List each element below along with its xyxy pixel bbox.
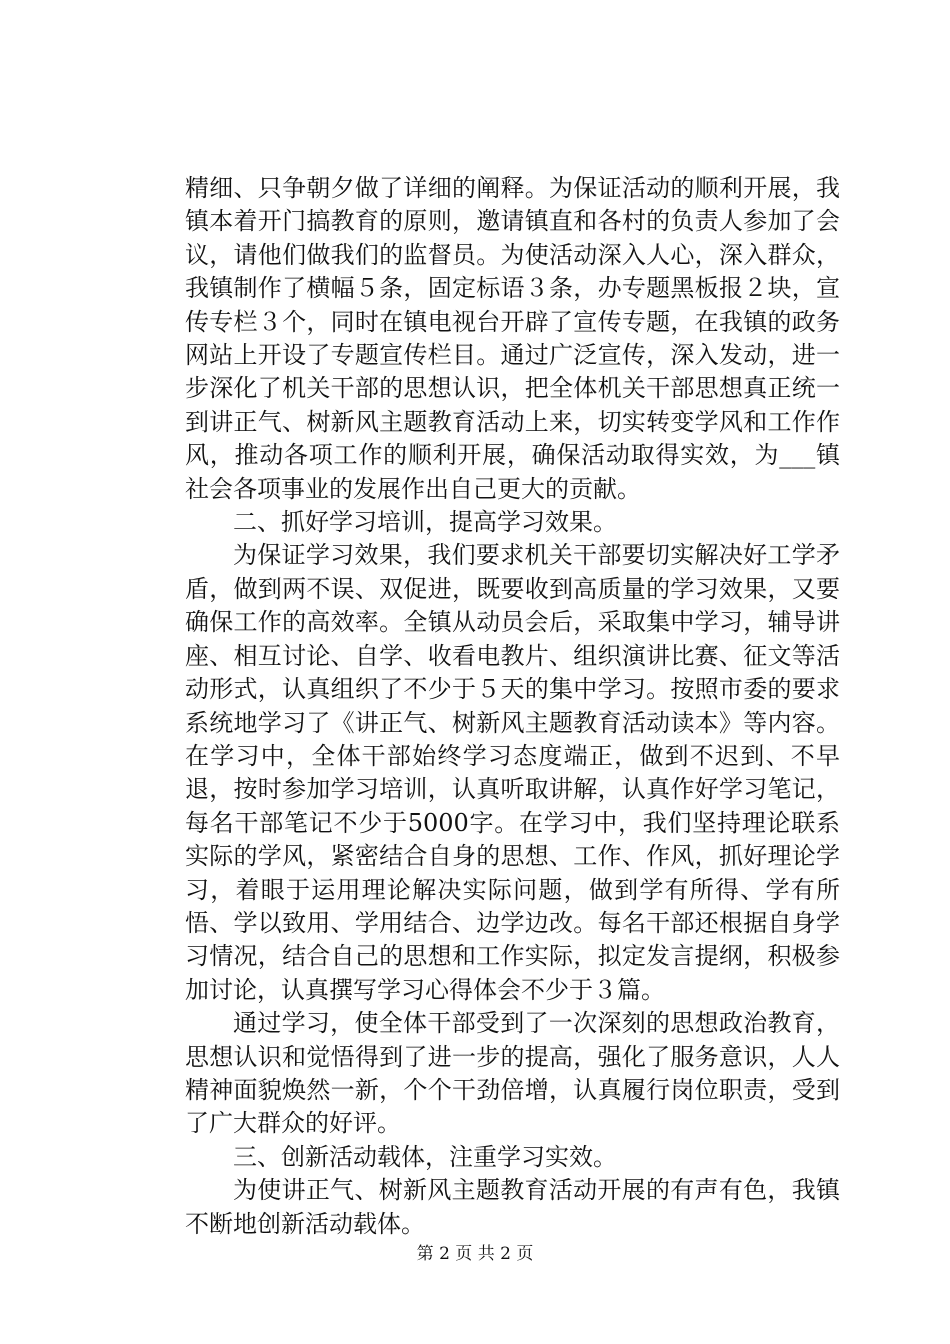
paragraph-study-results: 通过学习，使全体干部受到了一次深刻的思想政治教育，思想认识和觉悟得到了进一步的提高，强化了服务意识，人人精神面貌焕然一新，个个干劲倍增，认真履行岗位职责，受到了广大群众的好评。 [185,1009,840,1138]
page-footer: 第 2 页 共 2 页 [416,1244,534,1264]
paragraph-activity-carrier: 为使讲正气、树新风主题教育活动开展的有声有色，我镇不断地创新活动载体。 [185,1176,840,1238]
section-heading-3: 三、创新活动载体，注重学习实效。 [233,1142,617,1171]
section-heading-2: 二、抓好学习培训，提高学习效果。 [233,508,617,537]
paragraph-study-training: 为保证学习效果，我们要求机关干部要切实解决好工学矛盾，做到两不误、双促进，既要收到高质量的学习效果，又要确保工作的高效率。全镇从动员会后，采取集中学习，辅导讲座、相互讨论、自学、收看电教片、组织演讲比赛、征文等活动形式，认真组织了不少于５天的集中学习。按照市委的要求系统地学习了《讲正气、树新风主题教育活动读本》等内容。在学习中，全体干部始终学习态度端正，做到不迟到、不早退，按时参加学习培训，认真听取讲解，认真作好学习笔记，每名干部笔记不少于5000字。在学习中，我们坚持理论联系实际的学风，紧密结合自身的思想、工作、作风，抓好理论学习，着眼于运用理论解决实际问题，做到学有所得、学有所悟、学以致用、学用结合、边学边改。每名干部还根据自身学习情况，结合自己的思想和工作实际，拟定发言提纲，积极参加讨论，认真撰写学习心得体会不少于３篇。 [185,541,840,1004]
paragraph-continued: 精细、只争朝夕做了详细的阐释。为保证活动的顺利开展，我镇本着开门搞教育的原则，邀请镇直和各村的负责人参加了会议，请他们做我们的监督员。为使活动深入人心，深入群众，我镇制作了横幅５条，固定标语３条，办专题黑板报２块，宣传专栏３个，同时在镇电视台开辟了宣传专题，在我镇的政务网站上开设了专题宣传栏目。通过广泛宣传，深入发动，进一步深化了机关干部的思想认识，把全体机关干部思想真正统一到讲正气、树新风主题教育活动上来，切实转变学风和工作作风，推动各项工作的顺利开展，确保活动取得实效，为___镇社会各项事业的发展作出自己更大的贡献。 [185,174,840,503]
document-body [185,172,840,1241]
